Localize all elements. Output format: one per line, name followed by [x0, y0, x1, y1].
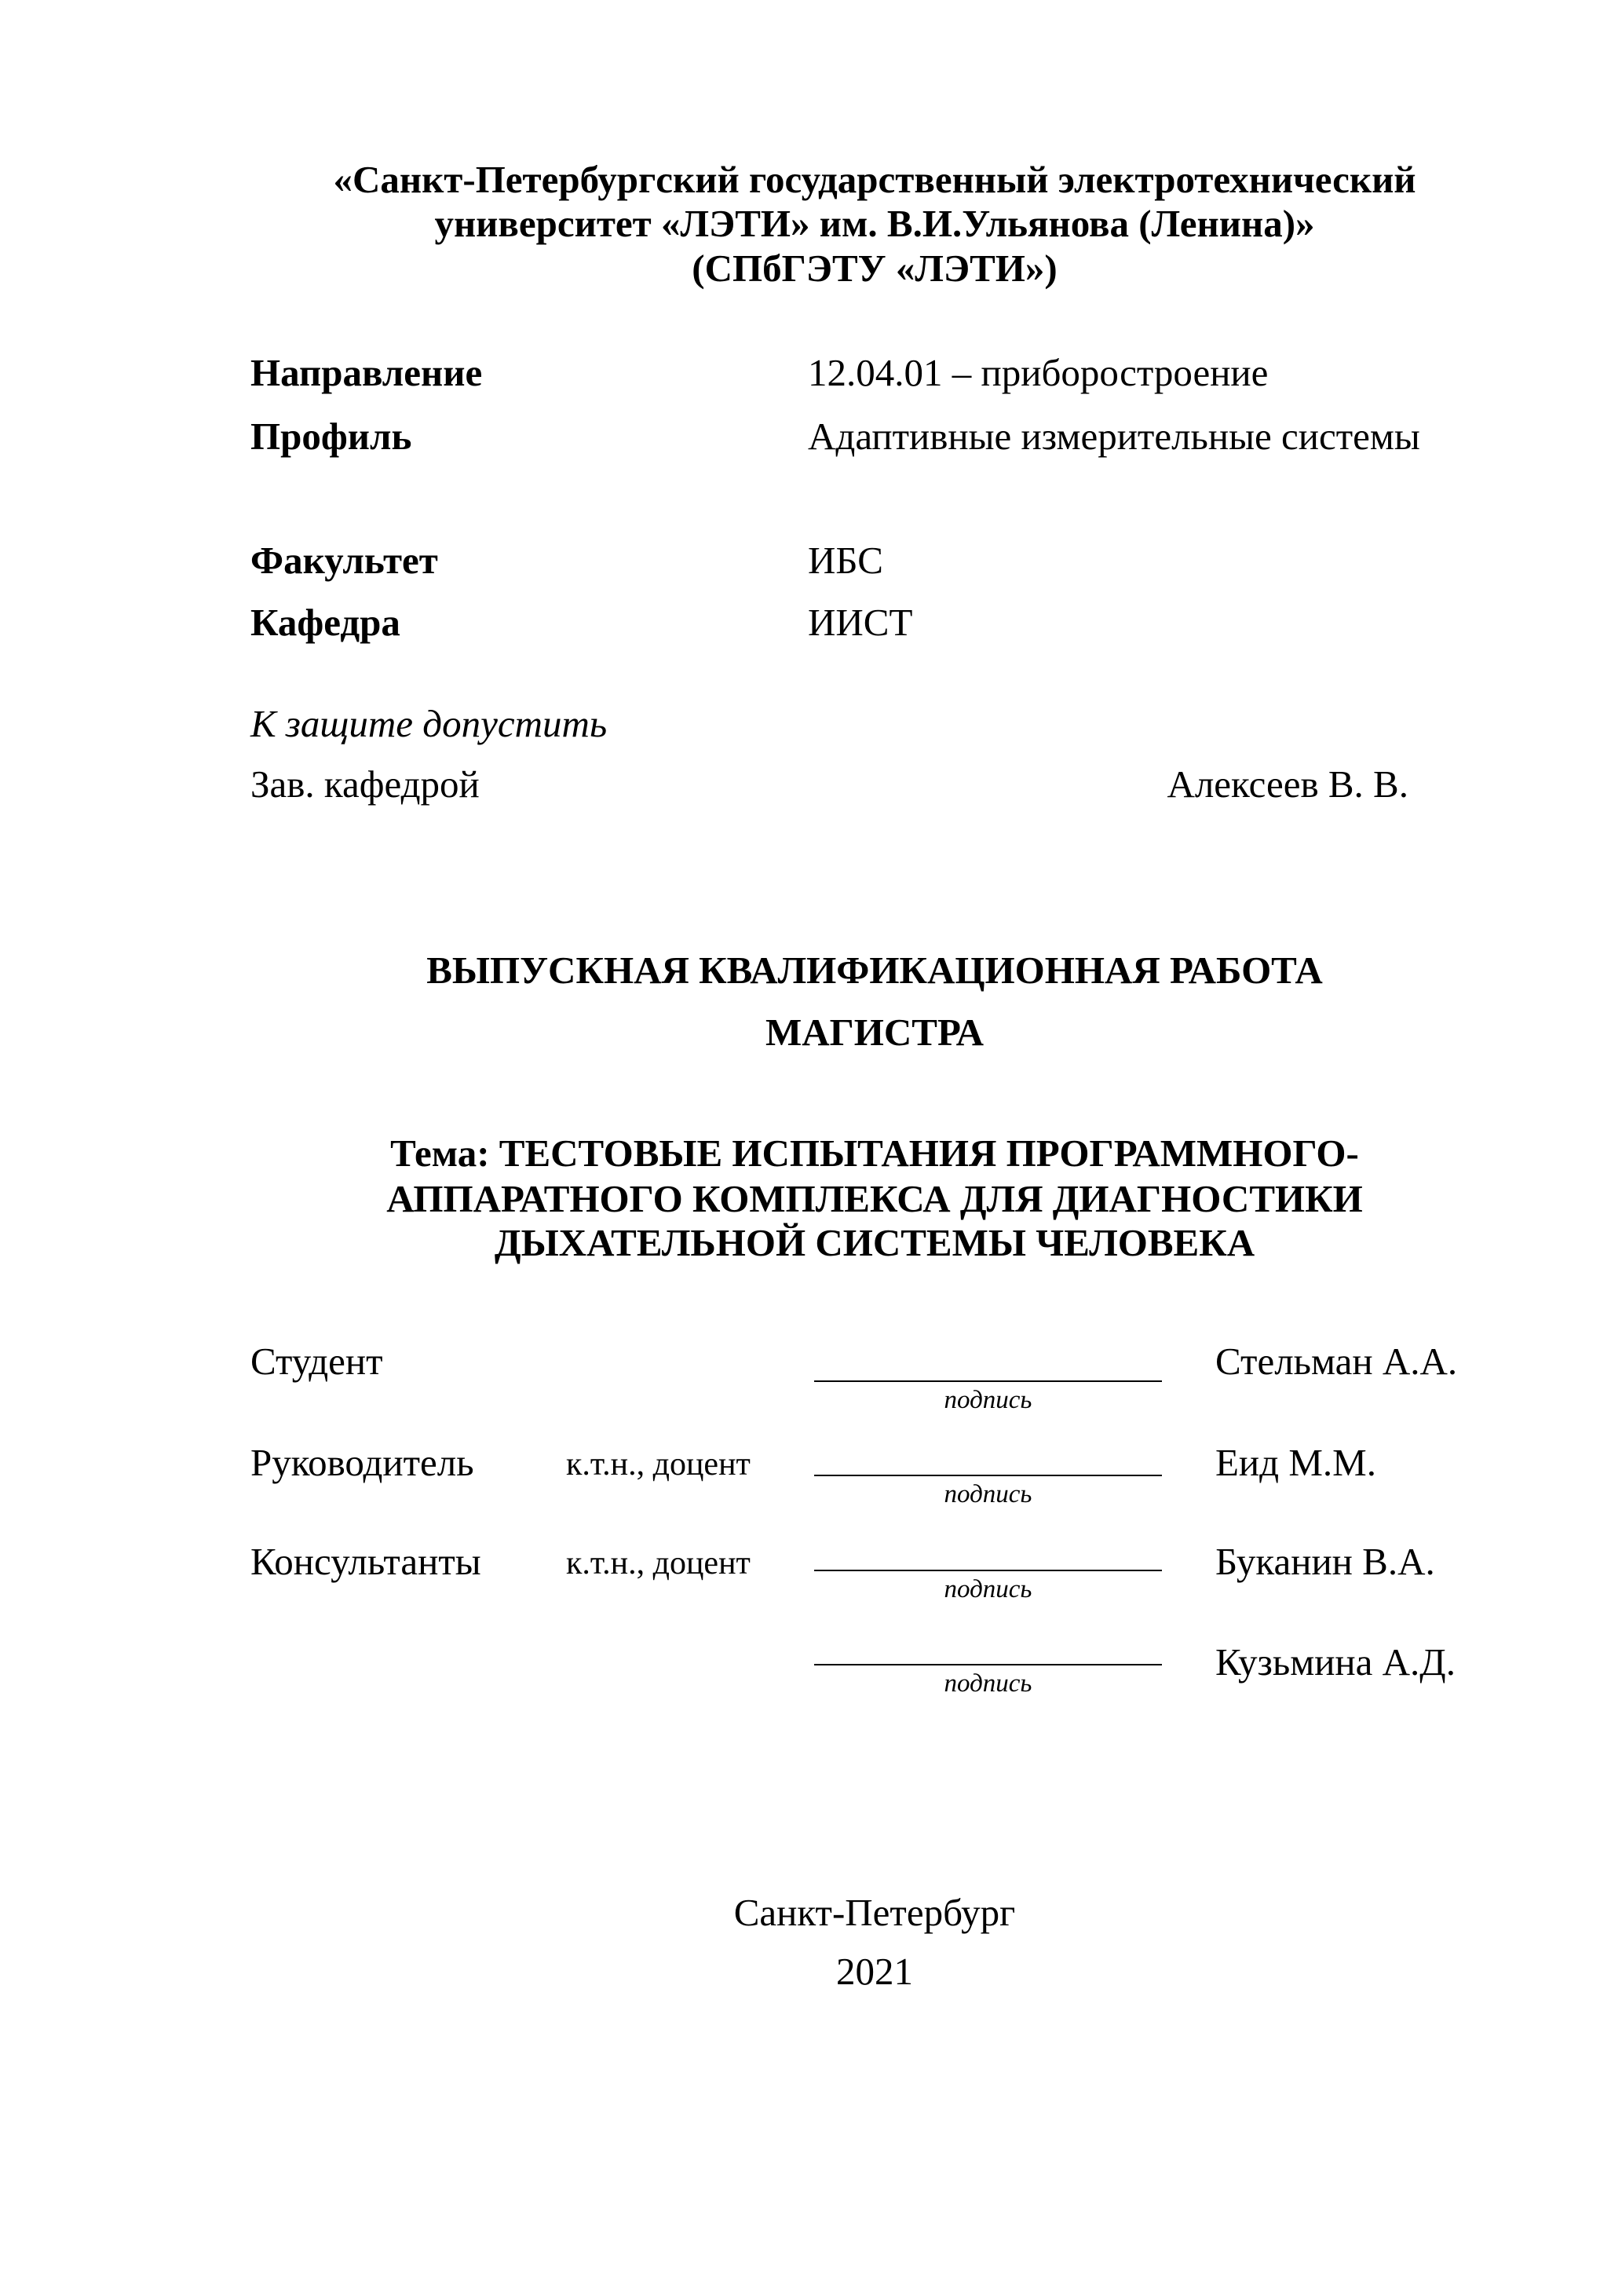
approval-note: К защите допустить	[250, 702, 608, 745]
topic-line-2: АППАРАТНОГО КОМПЛЕКСА ДЛЯ ДИАГНОСТИКИ	[386, 1177, 1363, 1220]
info-label-faculty: Факультет	[250, 539, 438, 582]
signature-role: Консультанты	[250, 1540, 481, 1583]
signature-name: Буканин В.А.	[1215, 1540, 1435, 1583]
signature-role: Руководитель	[250, 1441, 474, 1484]
info-value-department: ИИСТ	[808, 601, 913, 644]
signature-caption: подпись	[944, 1480, 1032, 1508]
footer-city: Санкт-Петербург	[733, 1891, 1016, 1934]
signature-caption: подпись	[944, 1386, 1032, 1414]
header-line-3: (СПбГЭТУ «ЛЭТИ»)	[692, 247, 1058, 290]
signature-degree: к.т.н., доцент	[566, 1545, 751, 1581]
header-line-2: университет «ЛЭТИ» им. В.И.Ульянова (Ленина)»	[434, 202, 1315, 245]
signature-name: Кузьмина А.Д.	[1215, 1640, 1456, 1684]
signature-name: Еид М.М.	[1215, 1441, 1376, 1484]
signature-name: Стельман А.А.	[1215, 1340, 1458, 1383]
signature-line	[814, 1664, 1162, 1665]
topic-line-1: Тема: ТЕСТОВЫЕ ИСПЫТАНИЯ ПРОГРАММНОГО-	[390, 1132, 1359, 1175]
header-line-1: «Санкт-Петербургский государственный электротехнический	[333, 158, 1416, 201]
info-label-department: Кафедра	[250, 601, 400, 644]
title-line-1: ВЫПУСКНАЯ КВАЛИФИКАЦИОННАЯ РАБОТА	[426, 949, 1323, 992]
info-value-faculty: ИБС	[808, 539, 883, 582]
approval-role: Зав. кафедрой	[250, 762, 480, 806]
signature-degree: к.т.н., доцент	[566, 1446, 751, 1483]
signature-role: Студент	[250, 1340, 383, 1383]
signature-caption: подпись	[944, 1669, 1032, 1698]
signature-line	[814, 1475, 1162, 1476]
footer-year: 2021	[836, 1950, 913, 1993]
info-label-direction: Направление	[250, 351, 483, 394]
info-value-direction: 12.04.01 – приборостроение	[808, 351, 1269, 394]
signature-line	[814, 1570, 1162, 1571]
signature-caption: подпись	[944, 1575, 1032, 1603]
topic-line-3: ДЫХАТЕЛЬНОЙ СИСТЕМЫ ЧЕЛОВЕКА	[494, 1221, 1255, 1264]
title-line-2: МАГИСТРА	[765, 1011, 985, 1054]
info-label-profile: Профиль	[250, 415, 412, 458]
info-value-profile: Адаптивные измерительные системы	[808, 415, 1420, 458]
approval-name: Алексеев В. В.	[1167, 762, 1408, 806]
signature-line	[814, 1380, 1162, 1382]
